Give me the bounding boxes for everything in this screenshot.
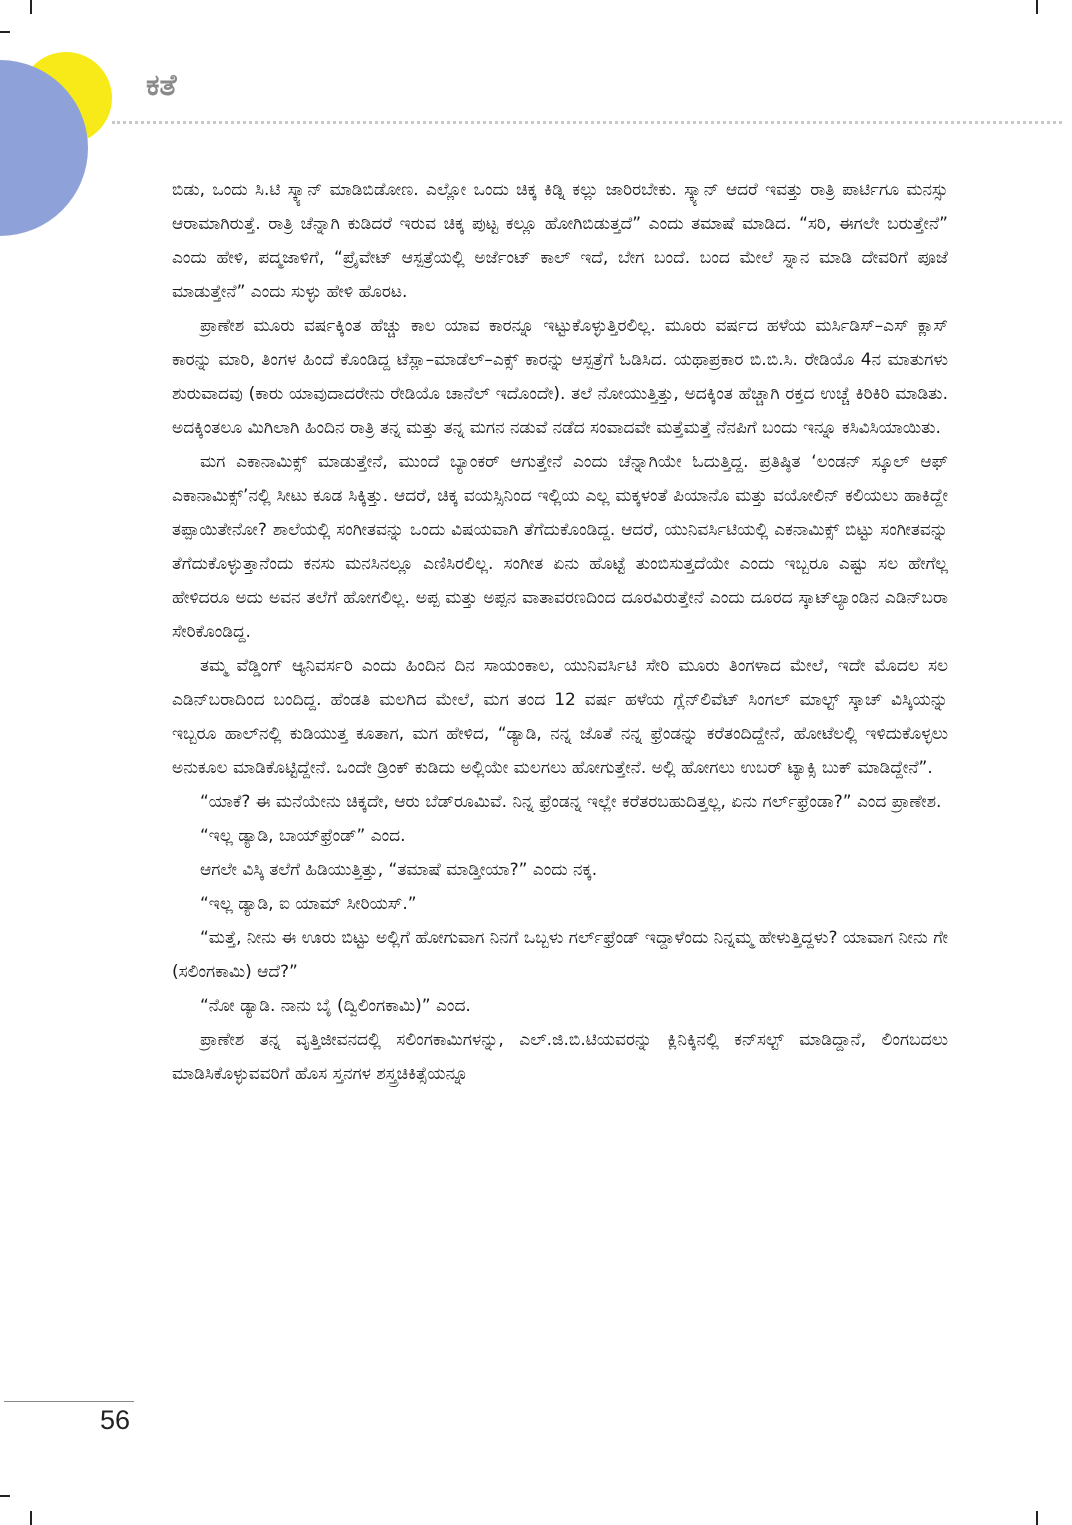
header-dotted-divider <box>112 121 1062 124</box>
paragraph: ಆಗಲೇ ವಿಸ್ಕಿ ತಲೆಗೆ ಹಿಡಿಯುತ್ತಿತ್ತು, “ತಮಾಷೆ ಮಾಡ್ತೀಯಾ?” ಎಂದು ನಕ್ಕ. <box>200 860 598 880</box>
paragraph: ಮಗ ಎಕಾನಾಮಿಕ್ಸ್ ಮಾಡುತ್ತೇನೆ, ಮುಂದೆ ಬ್ಯಾಂಕರ್ ಆಗುತ್ತೇನೆ ಎಂದು ಚೆನ್ನಾಗಿಯೇ ಓದುತ್ತಿದ್ದ. ಪ್ರತಿಷ್ಠಿತ ‘ಲಂಡನ್ ಸ್ಕೂಲ್ ಆಫ್ ಎಕಾನಾಮಿಕ್ಸ್’ನಲ್ಲಿ ಸೀಟು ಕೂಡ ಸಿಕ್ಕಿತ್ತು. ಆದರೆ, ಚಿಕ್ಕ ವಯಸ್ಸಿನಿಂದ ಇಲ್ಲಿಯ ಎಲ್ಲ ಮಕ್ಕಳಂತೆ ಪಿಯಾನೊ ಮತ್ತು ವಯೋಲಿನ್ ಕಲಿಯಲು ಹಾಕಿದ್ದೇ ತಪ್ಪಾಯಿತೇನೋ? ಶಾಲೆಯಲ್ಲಿ ಸಂಗೀತವನ್ನು ಒಂದು ವಿಷಯವಾಗಿ ತೆಗೆದುಕೊಂಡಿದ್ದ. ಆದರೆ, ಯುನಿವರ್ಸಿಟಿಯಲ್ಲಿ ಎಕನಾಮಿಕ್ಸ್ ಬಿಟ್ಟು ಸಂಗೀತವನ್ನು ತೆಗೆದುಕೊಳ್ಳುತ್ತಾನೆಂದು ಕನಸು ಮನಸಿನಲ್ಲೂ ಎಣಿಸಿರಲಿಲ್ಲ. ಸಂಗೀತ ಏನು ಹೊಟ್ಟೆ ತುಂಬಿಸುತ್ತದೆಯೇ ಎಂದು ಇಬ್ಬರೂ ಎಷ್ಟು ಸಲ ಹೇಗೆಲ್ಲ ಹೇಳಿದರೂ ಅದು ಅವನ ತಲೆಗೆ ಹೋಗಲಿಲ್ಲ. ಅಪ್ಪ ಮತ್ತು ಅಪ್ಪನ ವಾತಾವರಣದಿಂದ ದೂರವಿರುತ್ತೇನೆ ಎಂದು ದೂರದ ಸ್ಕಾಟ್‌ಲ್ಯಾಂಡಿನ ಎಡಿನ್‌ಬರಾ ಸೇರಿಕೊಂಡಿದ್ದ. <box>172 452 948 642</box>
crop-mark <box>1036 0 1038 14</box>
section-title: ಕತೆ <box>146 68 177 103</box>
page-number: 56 <box>100 1405 131 1435</box>
paragraph: “ಯಾಕೆ? ಈ ಮನೆಯೇನು ಚಿಕ್ಕದೇ, ಆರು ಬೆಡ್‌ರೂಮಿವೆ. ನಿನ್ನ ಫ್ರೆಂಡನ್ನ ಇಲ್ಲೇ ಕರೆತರಬಹುದಿತ್ತಲ್ಲ, ಏನು ಗರ್ಲ್‌ಫ್ರೆಂಡಾ?” ಎಂದ ಪ್ರಾಣೇಶ. <box>200 792 942 812</box>
crop-mark <box>0 31 10 33</box>
paragraph: “ಮತ್ತೆ, ನೀನು ಈ ಊರು ಬಿಟ್ಟು ಅಲ್ಲಿಗೆ ಹೋಗುವಾಗ ನಿನಗೆ ಒಬ್ಬಳು ಗರ್ಲ್‌ಫ್ರೆಂಡ್ ಇದ್ದಾಳೆಂದು ನಿನ್ನಮ್ಮ ಹೇಳುತ್ತಿದ್ದಳು? ಯಾವಾಗ ನೀನು ಗೇ (ಸಲಿಂಗಕಾಮಿ) ಆದೆ?” <box>172 928 948 982</box>
paragraph: “ನೋ ಡ್ಯಾಡಿ. ನಾನು ಬೈ (ದ್ವಿಲಿಂಗಕಾಮಿ)” ಎಂದ. <box>200 996 471 1016</box>
story-body <box>172 173 948 1091</box>
crop-mark <box>1036 1511 1038 1525</box>
crop-mark <box>30 1511 32 1525</box>
paragraph: ಬಿಡು, ಒಂದು ಸಿ.ಟಿ ಸ್ಕ್ಯಾನ್ ಮಾಡಿಬಿಡೋಣ. ಎಲ್ಲೋ ಒಂದು ಚಿಕ್ಕ ಕಿಡ್ನಿ ಕಲ್ಲು ಜಾರಿರಬೇಕು. ಸ್ಕ್ಯಾನ್ ಆದರೆ ಇವತ್ತು ರಾತ್ರಿ ಪಾರ್ಟಿಗೂ ಮನಸ್ಸು ಆರಾಮಾಗಿರುತ್ತೆ. ರಾತ್ರಿ ಚೆನ್ನಾಗಿ ಕುಡಿದರೆ ಇರುವ ಚಿಕ್ಕ ಪುಟ್ಟ ಕಲ್ಲೂ ಹೋಗಿಬಿಡುತ್ತದೆ” ಎಂದು ತಮಾಷೆ ಮಾಡಿದ. “ಸರಿ, ಈಗಲೇ ಬರುತ್ತೇನೆ” ಎಂದು ಹೇಳಿ, ಪದ್ಮಜಾಳಿಗೆ, “ಪ್ರೈವೇಟ್ ಆಸ್ಪತ್ರೆಯಲ್ಲಿ ಅರ್ಜೆಂಟ್ ಕಾಲ್ ಇದೆ, ಬೇಗ ಬಂದೆ. ಬಂದ ಮೇಲೆ ಸ್ನಾನ ಮಾಡಿ ದೇವರಿಗೆ ಪೂಜೆ ಮಾಡುತ್ತೇನೆ” ಎಂದು ಸುಳ್ಳು ಹೇಳಿ ಹೊರಟ. <box>172 180 948 302</box>
paragraph: “ಇಲ್ಲ ಡ್ಯಾಡಿ, ಐ ಯಾಮ್ ಸೀರಿಯಸ್.” <box>200 894 417 914</box>
crop-mark <box>30 0 32 14</box>
crop-mark <box>0 1495 10 1497</box>
paragraph: ಪ್ರಾಣೇಶ ತನ್ನ ವೃತ್ತಿಜೀವನದಲ್ಲಿ ಸಲಿಂಗಕಾಮಿಗಳನ್ನು, ಎಲ್.ಜಿ.ಬಿ.ಟಿಯವರನ್ನು ಕ್ಲಿನಿಕ್ಕಿನಲ್ಲಿ ಕನ್‌ಸಲ್ಟ್ ಮಾಡಿದ್ದಾನೆ, ಲಿಂಗಬದಲು ಮಾಡಿಸಿಕೊಳ್ಳುವವರಿಗೆ ಹೊಸ ಸ್ತನಗಳ ಶಸ್ತ್ರಚಿಕಿತ್ಸೆಯನ್ನೂ <box>172 1030 948 1084</box>
paragraph: “ಇಲ್ಲ ಡ್ಯಾಡಿ, ಬಾಯ್‌ಫ್ರೆಂಡ್” ಎಂದ. <box>200 826 406 846</box>
paragraph: ಪ್ರಾಣೇಶ ಮೂರು ವರ್ಷಕ್ಕಿಂತ ಹೆಚ್ಚು ಕಾಲ ಯಾವ ಕಾರನ್ನೂ ಇಟ್ಟುಕೊಳ್ಳುತ್ತಿರಲಿಲ್ಲ. ಮೂರು ವರ್ಷದ ಹಳೆಯ ಮರ್ಸಿಡಿಸ್–ಎಸ್ ಕ್ಲಾಸ್ ಕಾರನ್ನು ಮಾರಿ, ತಿಂಗಳ ಹಿಂದೆ ಕೊಂಡಿದ್ದ ಟೆಸ್ಲಾ–ಮಾಡೆಲ್–ಎಕ್ಸ್ ಕಾರನ್ನು ಆಸ್ಪತ್ರೆಗೆ ಓಡಿಸಿದ. ಯಥಾಪ್ರಕಾರ ಬಿ.ಬಿ.ಸಿ. ರೇಡಿಯೊ 4ನ ಮಾತುಗಳು ಶುರುವಾದವು (ಕಾರು ಯಾವುದಾದರೇನು ರೇಡಿಯೊ ಚಾನೆಲ್ ಇದೊಂದೇ). ತಲೆ ನೋಯುತ್ತಿತ್ತು, ಅದಕ್ಕಿಂತ ಹೆಚ್ಚಾಗಿ ರಕ್ತದ ಉಚ್ಚೆ ಕಿರಿಕಿರಿ ಮಾಡಿತು. ಅದಕ್ಕಿಂತಲೂ ಮಿಗಿಲಾಗಿ ಹಿಂದಿನ ರಾತ್ರಿ ತನ್ನ ಮತ್ತು ತನ್ನ ಮಗನ ನಡುವೆ ನಡೆದ ಸಂವಾದವೇ ಮತ್ತೆಮತ್ತೆ ನೆನಪಿಗೆ ಬಂದು ಇನ್ನೂ ಕಸಿವಿಸಿಯಾಯಿತು. <box>172 316 948 438</box>
footer-divider <box>4 1401 134 1402</box>
paragraph: ತಮ್ಮ ವೆಡ್ಡಿಂಗ್ ಆ್ಯನಿವರ್ಸರಿ ಎಂದು ಹಿಂದಿನ ದಿನ ಸಾಯಂಕಾಲ, ಯುನಿವರ್ಸಿಟಿ ಸೇರಿ ಮೂರು ತಿಂಗಳಾದ ಮೇಲೆ, ಇದೇ ಮೊದಲ ಸಲ ಎಡಿನ್‌ಬರಾದಿಂದ ಬಂದಿದ್ದ. ಹೆಂಡತಿ ಮಲಗಿದ ಮೇಲೆ, ಮಗ ತಂದ 12 ವರ್ಷ ಹಳೆಯ ಗ್ಲೆನ್‌ಲಿವೆಟ್ ಸಿಂಗಲ್ ಮಾಲ್ಟ್ ಸ್ಕಾಚ್ ವಿಸ್ಕಿಯನ್ನು ಇಬ್ಬರೂ ಹಾಲ್‌ನಲ್ಲಿ ಕುಡಿಯುತ್ತ ಕೂತಾಗ, ಮಗ ಹೇಳಿದ, “ಡ್ಯಾಡಿ, ನನ್ನ ಜೊತೆ ನನ್ನ ಫ್ರೆಂಡನ್ನು ಕರೆತಂದಿದ್ದೇನೆ, ಹೋಟೆಲಲ್ಲಿ ಇಳಿದುಕೊಳ್ಳಲು ಅನುಕೂಲ ಮಾಡಿಕೊಟ್ಟಿದ್ದೇನೆ. ಒಂದೇ ಡ್ರಿಂಕ್ ಕುಡಿದು ಅಲ್ಲಿಯೇ ಮಲಗಲು ಹೋಗುತ್ತೇನೆ. ಅಲ್ಲಿ ಹೋಗಲು ಉಬರ್ ಟ್ಯಾಕ್ಸಿ ಬುಕ್ ಮಾಡಿದ್ದೇನೆ”. <box>172 656 948 778</box>
